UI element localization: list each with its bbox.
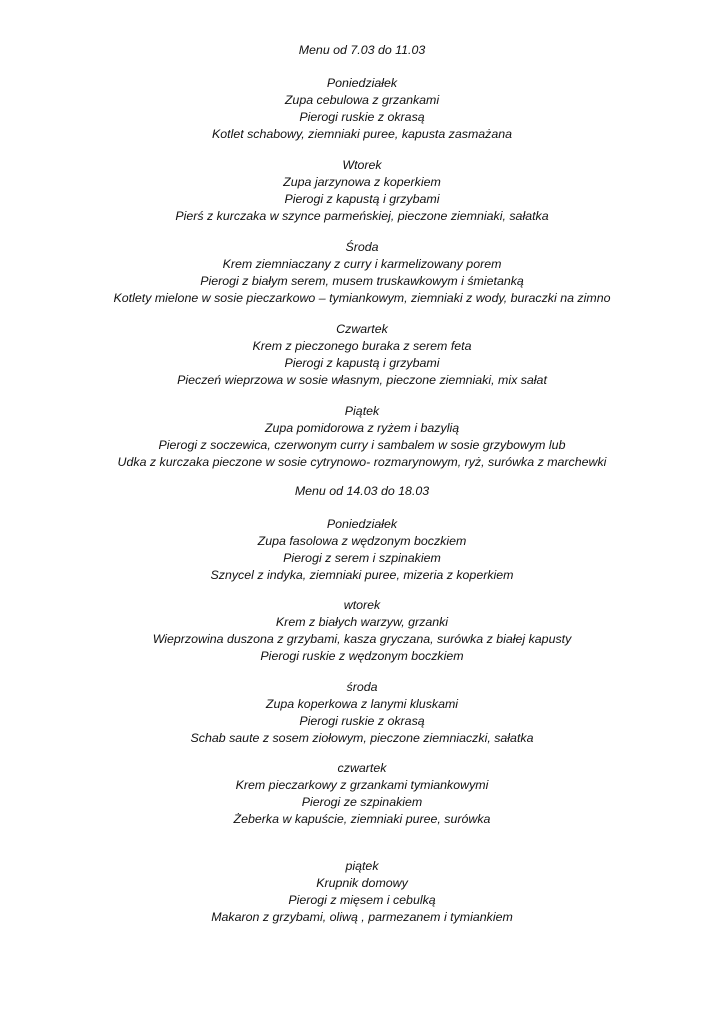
week1-title: Menu od 7.03 do 11.03 [298, 43, 426, 57]
week2-tuesday-dish-3: Pierogi ruskie z wędzonym boczkiem [260, 649, 464, 663]
week1-wednesday-dish-2: Pierogi z białym serem, musem truskawkowym i śmietanką [200, 274, 524, 288]
week2-day-friday: piątek [345, 859, 379, 873]
week2-thursday-dish-3: Żeberka w kapuście, ziemniaki puree, surówka [233, 812, 491, 826]
week1-monday-dish-1: Zupa cebulowa z grzankami [284, 93, 440, 107]
week2-monday-dish-1: Zupa fasolowa z wędzonym boczkiem [257, 534, 467, 548]
week1-monday-dish-3: Kotlet schabowy, ziemniaki puree, kapusta zasmażana [211, 127, 513, 141]
week1-tuesday-dish-1: Zupa jarzynowa z koperkiem [283, 175, 441, 189]
week2-friday-dish-2: Pierogi z mięsem i cebulką [288, 893, 436, 907]
week1-thursday-dish-2: Pierogi z kapustą i grzybami [284, 356, 440, 370]
week1-friday-dish-2: Pierogi z soczewica, czerwonym curry i sambalem w sosie grzybowym lub [158, 438, 566, 452]
week1-wednesday-dish-1: Krem ziemniaczany z curry i karmelizowany porem [222, 257, 502, 271]
week1-friday-dish-1: Zupa pomidorowa z ryżem i bazylią [264, 421, 460, 435]
week1-monday-dish-2: Pierogi ruskie z okrasą [299, 110, 425, 124]
week2-day-thursday: czwartek [337, 761, 387, 775]
week1-day-monday: Poniedziałek [326, 76, 398, 90]
week2-friday-dish-1: Krupnik domowy [316, 876, 408, 890]
week1-thursday-dish-3: Pieczeń wieprzowa w sosie własnym, pieczone ziemniaki, mix sałat [177, 373, 547, 387]
week2-wednesday-dish-2: Pierogi ruskie z okrasą [299, 714, 425, 728]
week2-thursday-dish-2: Pierogi ze szpinakiem [301, 795, 423, 809]
week2-friday-dish-3: Makaron z grzybami, oliwą , parmezanem i tymiankiem [211, 910, 513, 924]
week2-title: Menu od 14.03 do 18.03 [294, 484, 430, 498]
week2-day-tuesday: wtorek [343, 598, 381, 612]
week1-tuesday-dish-3: Pierś z kurczaka w szynce parmeńskiej, pieczone ziemniaki, sałatka [175, 209, 549, 223]
week2-wednesday-dish-1: Zupa koperkowa z lanymi kluskami [265, 697, 459, 711]
week1-day-tuesday: Wtorek [342, 158, 382, 172]
week1-day-thursday: Czwartek [336, 322, 388, 336]
week2-day-wednesday: środa [346, 680, 378, 694]
week1-wednesday-dish-3: Kotlety mielone w sosie pieczarkowo – tymiankowym, ziemniaki z wody, buraczki na zimno [113, 291, 611, 305]
week2-wednesday-dish-3: Schab saute z sosem ziołowym, pieczone ziemniaczki, sałatka [190, 731, 534, 745]
week1-day-friday: Piątek [344, 404, 380, 418]
week2-tuesday-dish-1: Krem z białych warzyw, grzanki [275, 615, 449, 629]
week1-day-wednesday: Środa [345, 240, 379, 254]
week2-day-monday: Poniedziałek [326, 517, 398, 531]
week2-tuesday-dish-2: Wieprzowina duszona z grzybami, kasza gryczana, surówka z białej kapusty [152, 632, 572, 646]
week2-monday-dish-2: Pierogi z serem i szpinakiem [283, 551, 441, 565]
week2-monday-dish-3: Sznycel z indyka, ziemniaki puree, mizeria z koperkiem [210, 568, 514, 582]
week2-thursday-dish-1: Krem pieczarkowy z grzankami tymiankowymi [235, 778, 489, 792]
week1-friday-dish-3: Udka z kurczaka pieczone w sosie cytrynowo- rozmarynowym, ryż, surówka z marchewki [117, 455, 607, 469]
week1-tuesday-dish-2: Pierogi z kapustą i grzybami [284, 192, 440, 206]
week1-thursday-dish-1: Krem z pieczonego buraka z serem feta [252, 339, 472, 353]
